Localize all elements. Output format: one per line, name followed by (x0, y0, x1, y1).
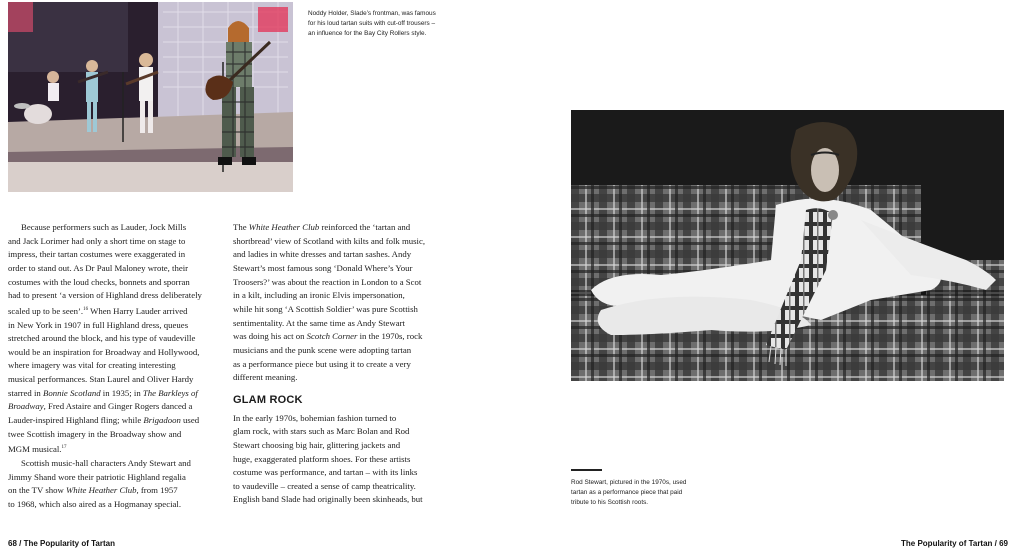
col2-line: in the 1970s, rock (357, 331, 423, 342)
col2-line: Troosers?’ was about the reaction in London to a Scot (233, 276, 422, 287)
show-title: Scotch Corner (306, 331, 358, 342)
caption-rule (571, 469, 602, 471)
col2-line: Stewart’s most famous song ‘Donald Where’s Your (233, 262, 413, 273)
rod-caption-line-3: tribute to his Scottish roots. (571, 499, 649, 506)
col1-line: stretched around the block, and his type of vaudeville (8, 333, 196, 344)
col2-line: different meaning. (233, 372, 298, 383)
col1-line: used (180, 415, 200, 426)
slade-stage-photo (8, 2, 293, 192)
col1-line: twee Scottish imagery in the Broadway show and (8, 428, 182, 439)
col1-line: , from 1957 (136, 485, 178, 496)
col1-line: musical performances. Stan Laurel and Oliver Hardy (8, 374, 194, 385)
slade-photo-caption (308, 9, 458, 39)
col2-line: costume was performance, and tartan – with its links (233, 467, 418, 478)
col1-line: Because performers such as Lauder, Jock Mills (21, 222, 187, 232)
left-page-folio: 68 / The Popularity of Tartan (8, 539, 115, 548)
right-page-folio: The Popularity of Tartan / 69 (901, 539, 1008, 548)
footnote-ref-17: 17 (61, 445, 67, 451)
col2-line: In the early 1970s, bohemian fashion turned to (233, 412, 397, 423)
col2-line: huge, exaggerated platform shoes. For these artists (233, 453, 411, 464)
slade-caption-line-3: an influence for the Bay City Rollers style. (308, 30, 427, 37)
col2-line: musicians and the punk scene were adopting tartan (233, 344, 412, 355)
col2-line: English band Slade had originally been skinheads, but (233, 494, 423, 505)
rod-caption-line-2: tartan as a performance piece that paid (571, 489, 683, 496)
col2-line: shortbread’ view of Scotland with kilts and folk music, (233, 235, 426, 246)
col2-line: as a performance piece but using it to create a very (233, 358, 411, 369)
col1-line: impress, their tartan costumes were exaggerated in (8, 249, 186, 260)
col1-line: , Fred Astaire and Ginger Rogers danced a (43, 401, 193, 412)
col1-line: When Harry Lauder arrived (88, 305, 188, 316)
film-title: Broadway (8, 401, 44, 412)
col1-line: to 1968, which also aired as a Hogmanay special. (8, 498, 182, 509)
film-title: Bonnie Scotland (43, 387, 101, 398)
rod-caption-line-1: Rod Stewart, pictured in the 1970s, used (571, 479, 687, 486)
rod-stewart-caption (571, 478, 721, 508)
col1-line: on the TV show (8, 485, 67, 496)
section-heading-glam-rock: GLAM ROCK (233, 393, 303, 406)
show-title: White Heather Club (248, 222, 320, 232)
show-title: White Heather Club (66, 485, 137, 496)
slade-stage-illustration (8, 2, 293, 192)
col1-line: costumes with the loud checks, bonnets and sporran (8, 276, 190, 287)
col2-line: glam rock, with stars such as Marc Bolan and Rod (233, 426, 410, 437)
slade-caption-line-1: Noddy Holder, Slade’s frontman, was famous (308, 10, 436, 17)
col1-line: Lauder-inspired Highland fling; while (8, 415, 144, 426)
col2-line: sentimentality. At the same time as Andy Stewart (233, 317, 405, 328)
film-title: The Barkleys of (142, 387, 198, 398)
film-title: Brigadoon (143, 415, 181, 426)
col2-line: in a kilt, including an ironic Elvis impersonation, (233, 290, 405, 301)
footnote-ref-16: 16 (83, 306, 89, 312)
col2-line: was doing his act on (233, 331, 307, 342)
col2-line: and ladies in white dresses and tartan sashes. Andy (233, 249, 412, 260)
col1-line: would be an inspiration for Broadway and Hollywood, (8, 346, 200, 357)
col2-line: reinforced the ‘tartan and (319, 222, 411, 232)
col2-line: The (233, 222, 249, 232)
col2-line: to vaudeville – created a sense of camp theatricality. (233, 480, 416, 491)
col1-line: in New York in 1907 in full Highland dress, queues (8, 319, 189, 330)
col1-line: starred in (8, 387, 43, 398)
col1-line: had to present ‘a version of Highland dress deliberately (8, 290, 202, 301)
col1-line: MGM musical. (8, 444, 62, 455)
col1-line: in 1935; in (100, 387, 143, 398)
col1-line: order to stand out. As Dr Paul Maloney wrote, their (8, 262, 189, 273)
col1-line: Scottish music-hall characters Andy Stewart and (21, 457, 191, 468)
col1-line: and Jack Lorimer had only a short time on stage to (8, 235, 186, 246)
col1-line: scaled up to be seen’. (8, 305, 84, 316)
body-column-2 (233, 221, 448, 507)
slade-caption-line-2: for his loud tartan suits with cut-off trousers – (308, 20, 436, 27)
body-column-1 (8, 221, 222, 512)
rod-stewart-photo (571, 110, 1004, 381)
col1-line: where imagery was vital for creating interesting (8, 360, 176, 371)
col2-line: Stewart choosing big hair, glittering jackets and (233, 439, 401, 450)
col1-line: Jimmy Shand wore their patriotic Highland regalia (8, 471, 186, 482)
col2-line: while hit song ‘A Scottish Soldier’ was pure Scottish (233, 303, 418, 314)
rod-stewart-illustration (571, 110, 1004, 381)
